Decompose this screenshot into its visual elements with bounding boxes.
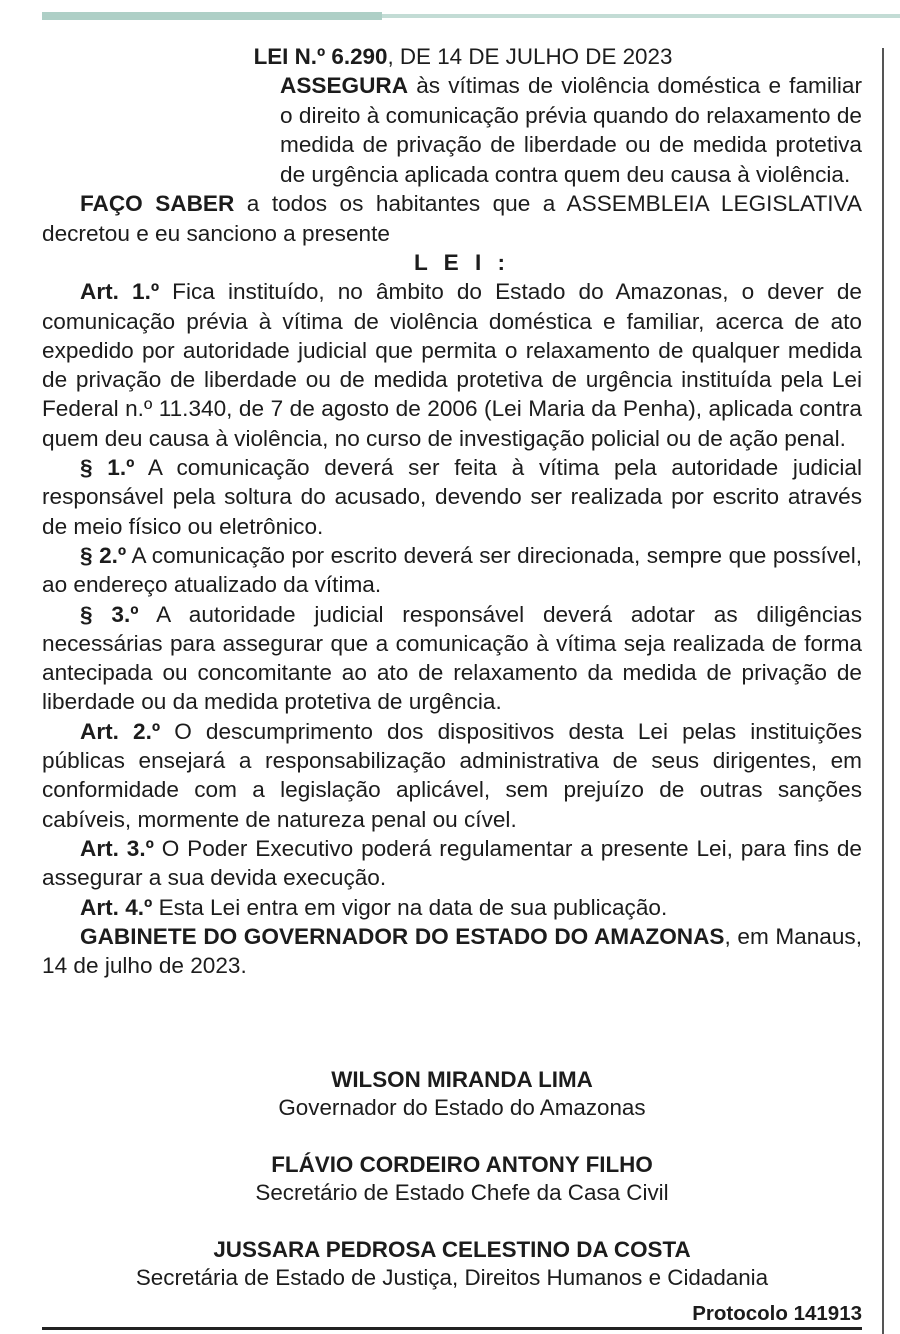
article-text: Esta Lei entra em vigor na data de sua publicação.: [152, 894, 668, 920]
law-date: , DE 14 DE JULHO DE 2023: [387, 44, 673, 69]
ementa: [280, 71, 862, 189]
article-label: § 3.º: [80, 601, 139, 627]
law-number: LEI N.º 6.290: [253, 44, 388, 69]
article-label: Art. 1.º: [80, 279, 160, 305]
signatory-name: FLÁVIO CORDEIRO ANTONY FILHO: [271, 1152, 653, 1177]
article-text: A comunicação por escrito deverá ser direcionada, sempre que possível, ao endereço atualizado da vítima.: [42, 542, 862, 598]
article-4: [42, 893, 862, 922]
law-document: [42, 42, 862, 980]
signature-justica: [42, 1236, 862, 1292]
article-text: A comunicação deverá ser feita à vítima pela autoridade judicial responsável pela soltura do acusado, devendo ser realizada por escrito através de meio físico ou eletrônico.: [42, 455, 862, 539]
signatory-name: WILSON MIRANDA LIMA: [331, 1067, 593, 1092]
closing-lead: GABINETE DO GOVERNADOR DO ESTADO DO AMAZONAS: [80, 923, 725, 949]
signatory-role: Secretário de Estado Chefe da Casa Civil: [255, 1180, 669, 1205]
article-label: § 2.º: [80, 542, 127, 568]
lei-heading: L E I :: [413, 249, 511, 275]
top-accent-rule-bold: [42, 12, 382, 20]
article-text: O Poder Executivo poderá regulamentar a presente Lei, para fins de assegurar a sua devida execução.: [42, 835, 862, 891]
article-label: Art. 3.º: [80, 835, 154, 861]
article-label: Art. 4.º: [80, 894, 153, 920]
preamble: [42, 189, 862, 248]
law-title: [42, 42, 862, 71]
article-label: Art. 2.º: [80, 718, 161, 744]
article-text: Fica instituído, no âmbito do Estado do Amazonas, o dever de comunicação prévia à vítima de violência doméstica e familiar, acerca de ato expedido por autoridade judicial que permita o relaxamento de qualquer medida de privação de liberdade ou de medida protetiva de urgência instituída pela Lei Federal n.º 11.340, de 7 de agosto de 2006 (Lei Maria da Penha), aplicada contra quem deu causa à violência, no curso de investigação policial ou de ação penal.: [42, 279, 862, 451]
preamble-text: a todos os habitantes que a ASSEMBLEIA LEGISLATIVA decretou e eu sanciono a presente: [42, 191, 862, 246]
signature-governor: [42, 1066, 862, 1122]
article-label: § 1.º: [80, 455, 135, 481]
signatory-name: JUSSARA PEDROSA CELESTINO DA COSTA: [213, 1237, 691, 1262]
paragraph-2: [42, 541, 862, 600]
ementa-lead: ASSEGURA: [280, 73, 409, 98]
article-3: [42, 834, 862, 893]
signatory-role: Secretária de Estado de Justiça, Direitos Humanos e Cidadania: [135, 1265, 769, 1290]
article-1: [42, 277, 862, 453]
bottom-rule: [42, 1327, 862, 1330]
signature-casa-civil: [42, 1151, 862, 1207]
column-divider: [882, 48, 884, 1334]
article-text: A autoridade judicial responsável deverá adotar as diligências necessárias para assegurar que a comunicação à vítima seja realizada de forma antecipada ou concomitante ao ato de relaxamento da medida de privação de liberdade ou da medida protetiva de urgência.: [42, 601, 862, 715]
signature-block: [42, 1066, 862, 1321]
paragraph-1: [42, 453, 862, 541]
article-text: O descumprimento dos dispositivos desta Lei pelas instituições públicas ensejará a responsabilização administrativa de seus dirigentes, em conformidade com a legislação aplicável, sem prejuízo de outras sanções cabíveis, mormente de natureza penal ou cível.: [42, 718, 862, 832]
paragraph-3: [42, 600, 862, 717]
ementa-text: às vítimas de violência doméstica e familiar o direito à comunicação prévia quando do relaxamento de medida de privação de liberdade ou de medida protetiva de urgência aplicada contra quem deu causa à violência.: [280, 73, 862, 187]
closing-statement: [42, 922, 862, 981]
protocol-number: Protocolo 141913: [692, 1302, 862, 1325]
article-2: [42, 717, 862, 834]
preamble-lead: FAÇO SABER: [80, 191, 235, 217]
closing-text: , em Manaus, 14 de julho de 2023.: [42, 923, 862, 979]
signatory-role: Governador do Estado do Amazonas: [278, 1095, 646, 1120]
